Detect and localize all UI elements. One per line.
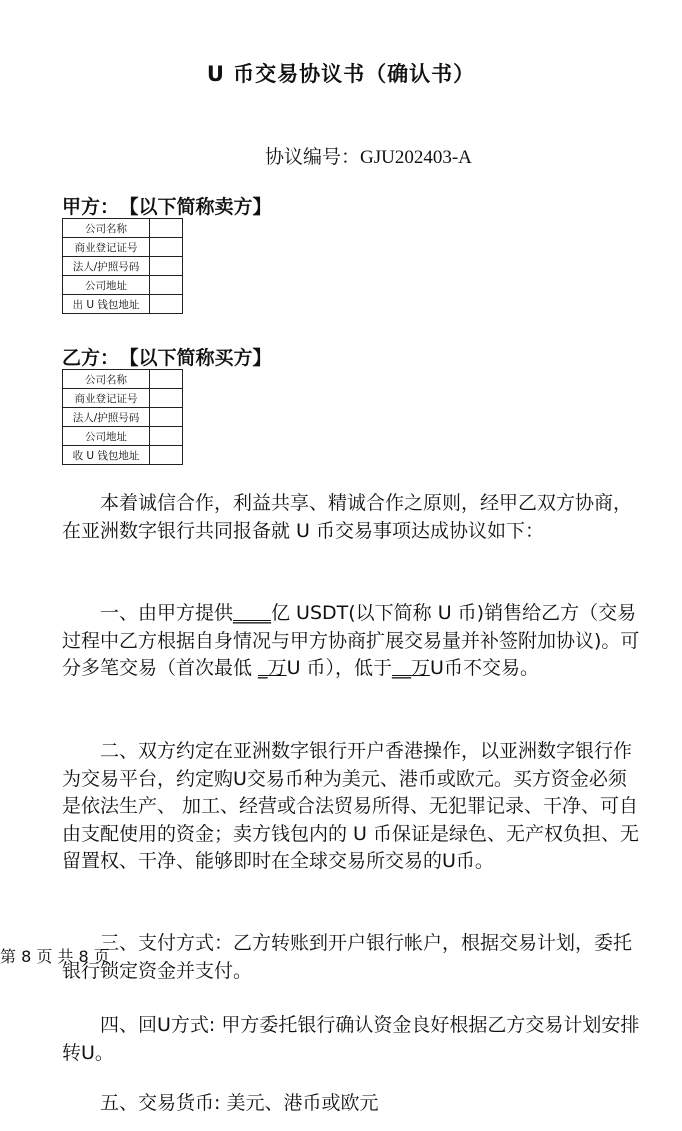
table-row <box>63 295 183 314</box>
table-row <box>63 446 183 465</box>
party-a-note: 【以下简称卖方】 <box>129 196 272 218</box>
party-a-row-value <box>150 295 183 314</box>
party-b-row-label: 法人/护照号码 <box>63 408 150 427</box>
table-row <box>63 408 183 427</box>
clause-1-part-1: 一、由甲方提供 <box>100 602 234 624</box>
document-title: U 币交易协议书（确认书） <box>206 62 476 86</box>
table-row <box>63 427 183 446</box>
party-a-row-label: 商业登记证号 <box>63 238 150 257</box>
clause-1-part-3: U 币），低于 <box>286 657 393 679</box>
party-b-row-label: 公司名称 <box>63 370 150 389</box>
agreement-number-label: 协议编号： <box>265 146 361 168</box>
table-row <box>63 219 183 238</box>
party-a-row-label: 法人/护照号码 <box>63 257 150 276</box>
party-b-row-label: 商业登记证号 <box>63 389 150 408</box>
table-row <box>63 276 183 295</box>
intro-paragraph: 本着诚信合作，利益共享、精诚合作之原则，经甲乙双方协商，在亚洲数字银行共同报备就 U 币交易事项达成协议如下： <box>62 492 633 542</box>
party-a-table <box>62 218 183 314</box>
party-a-label: 甲方： <box>62 196 120 218</box>
party-b-table <box>62 369 183 465</box>
party-b-label: 乙方： <box>62 347 120 369</box>
clause-1-blank-threshold: __万 <box>392 657 431 679</box>
clause-1-blank-amount: ____ <box>233 602 272 624</box>
party-a-row-value <box>150 257 183 276</box>
page-footer: 第 8 页 共 8 页 <box>0 947 110 966</box>
party-a-row-value <box>150 238 183 257</box>
party-b-heading <box>62 343 272 370</box>
party-a-row-label: 公司名称 <box>63 219 150 238</box>
table-row <box>63 238 183 257</box>
party-b-row-value <box>150 370 183 389</box>
party-a-row-label: 公司地址 <box>63 276 150 295</box>
clause-1 <box>62 600 642 683</box>
party-a-row-label: 出 U 钱包地址 <box>63 295 150 314</box>
party-a-heading <box>62 192 272 219</box>
party-a-row-value <box>150 219 183 238</box>
clause-4: 四、回U方式: 甲方委托银行确认资金良好根据乙方交易计划安排转U。 <box>62 1014 640 1064</box>
party-b-note: 【以下简称买方】 <box>129 347 272 369</box>
party-b-row-value <box>150 408 183 427</box>
table-row <box>63 389 183 408</box>
party-b-row-label: 收 U 钱包地址 <box>63 446 150 465</box>
clause-1-part-4: U币不交易。 <box>430 657 539 679</box>
agreement-number-value: GJU202403-A <box>360 147 472 168</box>
clause-3: 三、支付方式：乙方转账到开户银行帐户，根据交易计划，委托银行锁定资金并支付。 <box>62 932 633 982</box>
party-b-row-value <box>150 446 183 465</box>
agreement-number <box>265 142 472 169</box>
clause-5: 五、交易货币: 美元、港币或欧元 <box>100 1092 379 1114</box>
party-b-row-value <box>150 389 183 408</box>
party-a-row-value <box>150 276 183 295</box>
table-row <box>63 370 183 389</box>
clause-1-blank-minimum: _万 <box>258 657 287 679</box>
table-row <box>63 257 183 276</box>
clause-1-part-2: 亿 USDT(以下简称 U 币)销售给乙方（交易过程中乙方根据自身情况与甲方协商扩展交易量并补签附加协议)。可分多笔交易（首次最低 <box>62 602 640 679</box>
party-b-row-label: 公司地址 <box>63 427 150 446</box>
clause-2: 二、双方约定在亚洲数字银行开户香港操作，以亚洲数字银行作为交易平台，约定购U交易币种为美元、港币或欧元。买方资金必须是依法生产、 加工、经营或合法贸易所得、无犯罪记录、干净、可自由支配使用的资金；卖方钱包内的 U 币保证是绿色、无产权负担、无留置权、干净、能够即时在全球交易所交易的U币。 <box>62 740 639 872</box>
party-b-row-value <box>150 427 183 446</box>
